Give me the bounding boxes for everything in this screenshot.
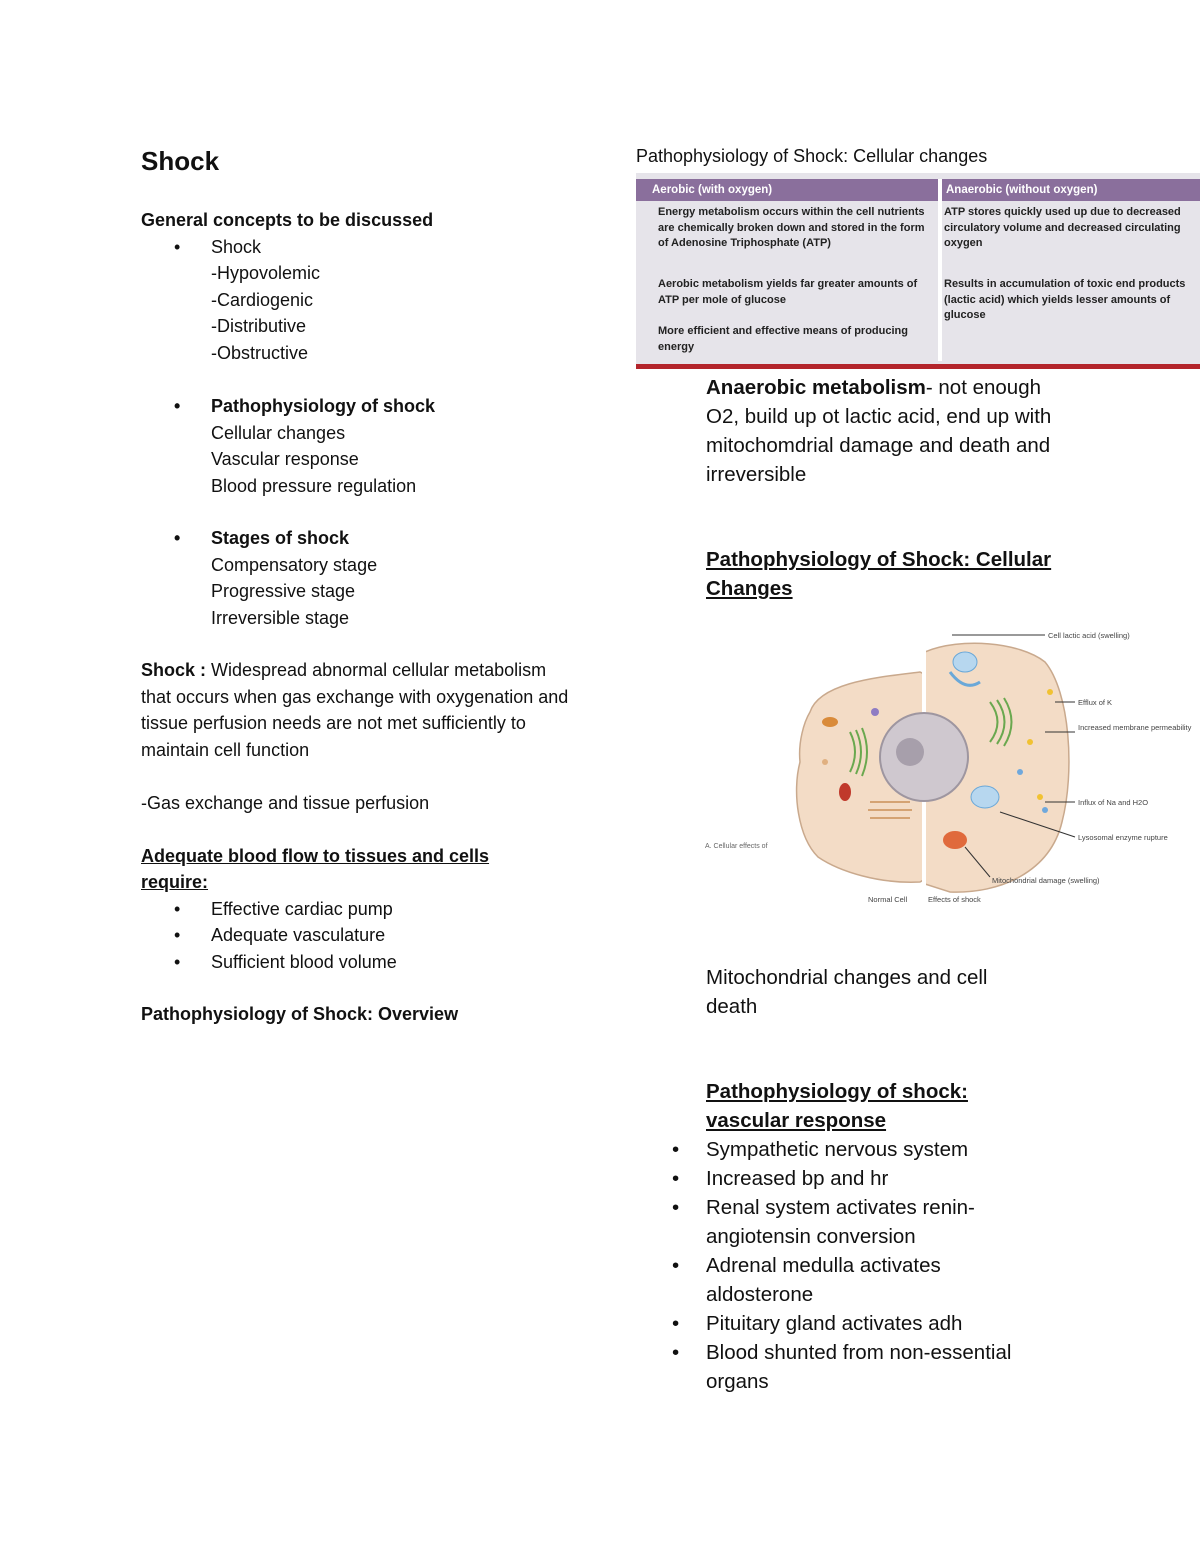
sub-item: Progressive stage: [211, 581, 356, 601]
metabolism-table: [636, 173, 1200, 369]
anaerobic-text: - not enough O2, build up ot lactic acid, end up with mitochomdrial damage and death and irreversible: [706, 376, 1052, 486]
sub-item: Blood pressure regulation: [211, 475, 417, 496]
figure-label: Mitochondrial damage (swelling): [992, 876, 1100, 885]
list-item: • Adrenal medulla activates aldosterone: [672, 1251, 976, 1309]
organelle: [871, 708, 879, 716]
mitochondrial-note: Mitochondrial changes and cell death: [706, 966, 988, 1018]
list-item: • Sympathetic nervous system: [672, 1135, 1072, 1164]
list-item: • Pathophysiology of shock: [141, 393, 581, 420]
list-item: • Effective cardiac pump: [141, 896, 581, 923]
sub-item: Cellular changes: [211, 422, 346, 443]
figure-label: Cell lactic acid (swelling): [1048, 631, 1130, 640]
nucleolus: [896, 738, 924, 766]
adequate-list: [141, 896, 581, 976]
shock-definition: [141, 657, 581, 763]
definition-term: Shock :: [141, 660, 207, 680]
particle: [1042, 807, 1048, 813]
anaerobic-note: [706, 373, 1066, 489]
table-cell: Aerobic metabolism yields far greater amounts of ATP per mole of glucose: [658, 278, 918, 306]
list-item: • Pituitary gland activates adh: [672, 1309, 1072, 1338]
sub-item: Irreversible stage: [211, 607, 350, 628]
general-heading: General concepts to be discussed: [141, 210, 434, 230]
particle: [1037, 794, 1043, 800]
list-item: • Sufficient blood volume: [141, 949, 581, 976]
sub-item: Vascular response: [211, 449, 359, 469]
list-item: • Stages of shock: [141, 525, 581, 552]
figure-label: Increased membrane permeability: [1078, 723, 1192, 732]
cellular-changes-title: Pathophysiology of Shock: Cellular changes: [636, 146, 988, 166]
sub-item: -Hypovolemic: [211, 263, 321, 283]
mitochondrion: [839, 783, 851, 801]
list-item: • Shock: [141, 234, 581, 261]
particle: [1017, 769, 1023, 775]
figure-caption: A. Cellular effects of: [705, 843, 768, 850]
cellular-heading: Pathophysiology of Shock: Cellular Changes: [706, 548, 1052, 600]
concept-list-2: [141, 393, 581, 420]
table-cell: ATP stores quickly used up due to decreased circulatory volume and decreased circulating oxygen: [944, 206, 1181, 249]
swollen-mitochondrion: [943, 831, 967, 849]
figure-label: Lysosomal enzyme rupture: [1078, 833, 1168, 842]
list-item: • Renal system activates renin-angiotensin conversion: [672, 1193, 996, 1251]
organelle: [822, 759, 828, 765]
sub-item: -Obstructive: [211, 342, 309, 363]
particle: [1027, 739, 1033, 745]
concept-list-3: [141, 525, 581, 552]
gas-exchange-line: -Gas exchange and tissue perfusion: [141, 793, 430, 813]
figure-label: Influx of Na and H2O: [1078, 798, 1149, 807]
vascular-list: [672, 1135, 1072, 1396]
figure-caption-shock: Effects of shock: [928, 895, 981, 904]
table-divider: [938, 179, 942, 361]
swollen-organelle: [971, 786, 999, 808]
table-cell: Energy metabolism occurs within the cell nutrients are chemically broken down and stored in the form of Adenosine Triphosphate (ATP): [658, 206, 925, 249]
figure-caption-normal: Normal Cell: [868, 895, 908, 904]
sub-item: Compensatory stage: [211, 554, 378, 575]
sub-item: -Distributive: [211, 316, 307, 336]
swollen-er: [953, 652, 977, 672]
page-title: Shock: [141, 146, 220, 176]
vascular-section: [672, 1077, 1072, 1396]
adequate-heading: Adequate blood flow to tissues and cells require:: [141, 845, 490, 892]
vascular-heading: Pathophysiology of shock: vascular response: [706, 1080, 968, 1132]
table-header-aerobic: Aerobic (with oxygen): [636, 179, 938, 201]
organelle: [822, 717, 838, 727]
list-item: • Blood shunted from non-essential organs: [672, 1338, 1036, 1396]
anaerobic-term: Anaerobic metabolism: [706, 376, 926, 399]
cell-nucleus: [880, 713, 968, 801]
concept-list-1: [141, 234, 581, 261]
left-column: [141, 207, 581, 1028]
sub-item: -Cardiogenic: [211, 289, 314, 310]
particle: [1047, 689, 1053, 695]
table-cell: More efficient and effective means of producing energy: [658, 325, 908, 353]
cell-shock-figure: [700, 622, 1192, 912]
table-header-anaerobic: Anaerobic (without oxygen): [942, 179, 1200, 201]
list-item: • Increased bp and hr: [672, 1164, 1072, 1193]
figure-label: Efflux of K: [1078, 698, 1113, 707]
list-item: • Adequate vasculature: [141, 922, 581, 949]
definition-text: Widespread abnormal cellular metabolism that occurs when gas exchange with oxygenation and tissue perfusion needs are not met sufficiently to maintain cell function: [141, 660, 569, 760]
table-cell: Results in accumulation of toxic end products (lactic acid) which yields lesser amounts of glucose: [944, 278, 1186, 321]
overview-heading: Pathophysiology of Shock: Overview: [141, 1004, 459, 1024]
